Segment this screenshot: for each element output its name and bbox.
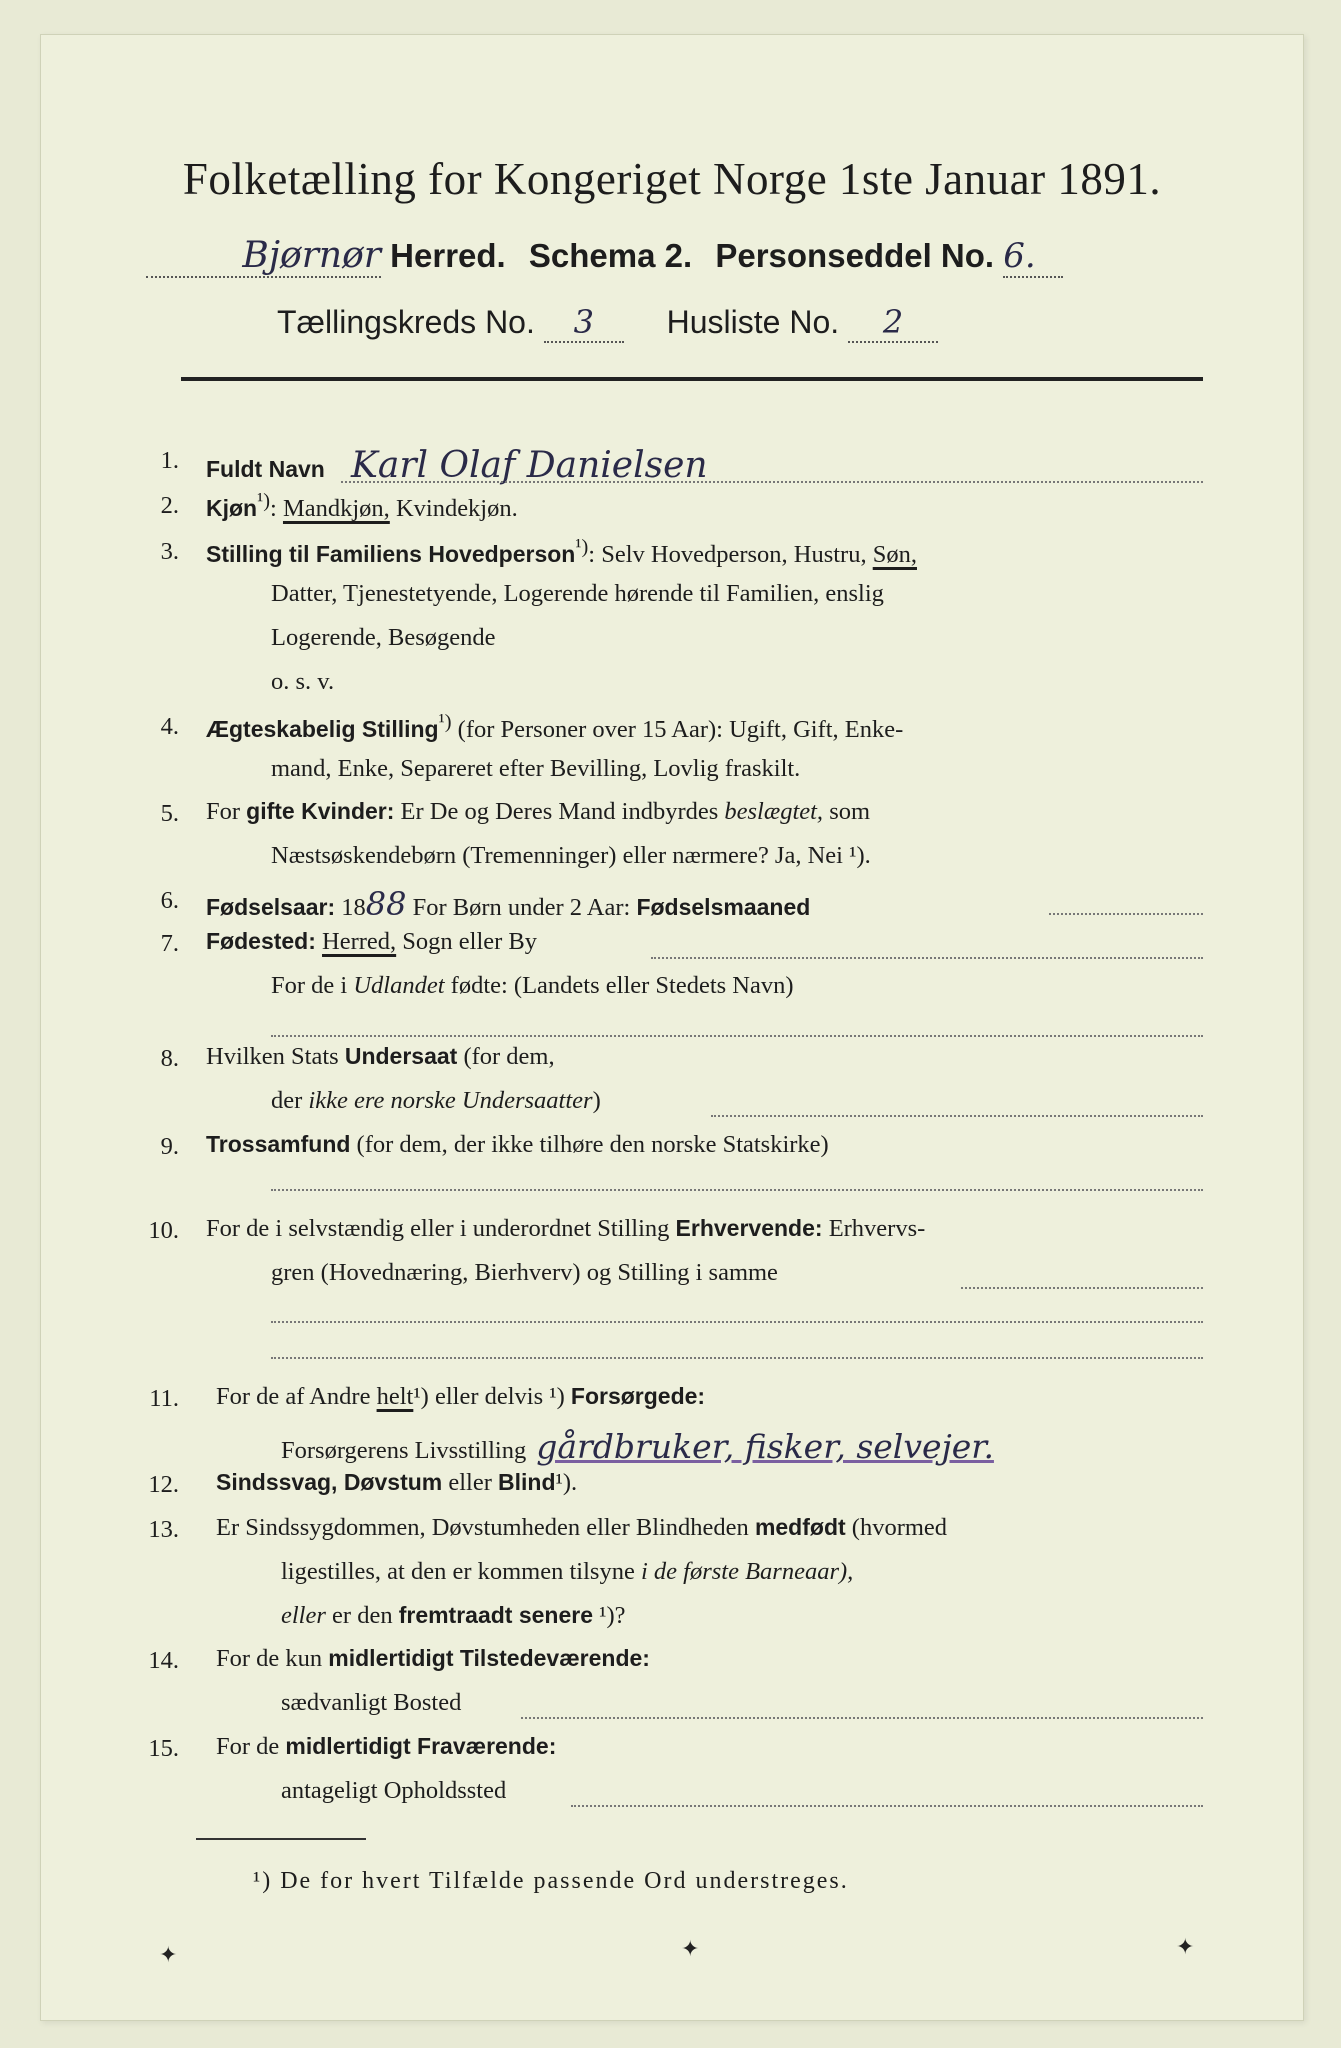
q12-row (216, 1469, 577, 1497)
q5-line-1 (206, 798, 870, 826)
q3-label: Stilling til Familiens Hovedperson (206, 541, 576, 568)
q3-option-son: Søn, (872, 541, 917, 569)
q2-option-kvindekjon: Kvindekjøn. (389, 495, 518, 523)
q7-dotted-line-1 (651, 957, 1203, 959)
q4-label: Ægteskabelig Stilling (206, 716, 439, 743)
q12-label-2: Blind (498, 1469, 556, 1495)
q15-dotted-line (571, 1805, 1203, 1807)
q13-text-d: i de første Barneaar), (640, 1558, 854, 1585)
q6-dotted-line (1049, 913, 1203, 915)
q6-value: 88 (365, 885, 407, 923)
q7-line-1 (206, 928, 537, 956)
q3-number: 3. (160, 538, 179, 565)
husliste-value: 2 (848, 303, 938, 343)
footnote: ¹) De for hvert Tilfælde passende Ord understreges. (253, 1868, 849, 1894)
q5-line-2: Næstsøskendebørn (Tremenninger) eller nærmere? Ja, Nei ¹). (271, 842, 871, 869)
q10-line-1 (206, 1215, 925, 1243)
q11-label: Forsørgede: (570, 1383, 706, 1409)
q7-text-a: For de i (271, 972, 354, 999)
q8-text-e: ) (592, 1087, 601, 1114)
q13-label: medfødt (754, 1514, 846, 1540)
q7-option-herred: Herred, (322, 928, 397, 955)
q8-line-1 (206, 1043, 555, 1071)
q10-line-2: gren (Hovednæring, Bierhverv) og Stilling i samme (271, 1259, 778, 1286)
herred-value: Bjørnør (146, 235, 381, 278)
q10-number: 10. (148, 1217, 179, 1244)
q1-row (206, 445, 708, 486)
q9-row (206, 1131, 829, 1159)
q13-text-c: ligestilles, at den er kommen tilsyne (281, 1558, 641, 1585)
q11-text-c: Forsørgerens Livsstilling (281, 1437, 527, 1464)
q4-line-2: mand, Enke, Separeret efter Bevilling, Lovlig fraskilt. (271, 755, 801, 782)
kreds-label: Tællingskreds No. (277, 304, 535, 340)
q5-text-c: som (823, 798, 871, 825)
kreds-value: 3 (544, 303, 624, 343)
q2-sup: ¹) (257, 490, 271, 512)
q3-line-1 (206, 536, 917, 569)
q11-value: gårdbruker, fisker, selvejer. (536, 1427, 994, 1466)
q7-line-2 (271, 972, 794, 1000)
q4-line-1 (206, 711, 903, 744)
q2-sep: : (270, 495, 283, 523)
q13-text-e: eller (281, 1602, 326, 1629)
q3-text-1: : Selv Hovedperson, Hustru, (588, 541, 873, 569)
q14-line-1 (216, 1645, 650, 1673)
q12-rest: eller (442, 1469, 499, 1496)
form-title: Folketælling for Kongeriget Norge 1ste Januar 1891. (182, 154, 1162, 204)
q8-label: Undersaat (344, 1043, 458, 1069)
q9-number: 9. (160, 1133, 179, 1160)
q11-text-a: For de af Andre (216, 1383, 377, 1410)
q6-prefix: 18 (335, 894, 366, 921)
herred-label: Herred. (390, 237, 506, 274)
q14-number: 14. (148, 1647, 179, 1674)
q10-text-a: For de i selvstændig eller i underordnet Stilling (206, 1215, 676, 1242)
q13-text-b: (hvormed (845, 1514, 948, 1541)
q1-number: 1. (160, 447, 179, 474)
q8-dotted-line (711, 1115, 1203, 1117)
q3-line-2: Datter, Tjenestetyende, Logerende hørende til Familien, enslig (271, 580, 884, 607)
q13-number: 13. (148, 1516, 179, 1543)
q10-dotted-line-2 (271, 1321, 1203, 1323)
header-rule (181, 377, 1203, 381)
q13-label-2: fremtraadt senere (398, 1602, 594, 1628)
q4-text-1: (for Personer over 15 Aar): Ugift, Gift, Enke- (451, 716, 904, 744)
q6-mid: For Børn under 2 Aar: (406, 894, 637, 921)
q2-row (206, 490, 518, 523)
q6-label-2: Fødselsmaaned (636, 894, 811, 920)
q13-text-a: Er Sindssygdommen, Døvstumheden eller Blindheden (216, 1514, 755, 1541)
q14-pre: For de kun (216, 1645, 329, 1672)
q7-label: Fødested: (206, 928, 316, 954)
q7-rest: Sogn eller By (396, 928, 538, 955)
q15-label: midlertidigt Fraværende: (285, 1733, 557, 1759)
q13-line-3 (281, 1602, 626, 1630)
q8-number: 8. (160, 1045, 179, 1072)
personseddel-label: Personseddel No. (715, 237, 995, 274)
q5-number: 5. (160, 800, 179, 827)
q11-line-2 (281, 1427, 994, 1466)
q9-rest: (for dem, der ikke tilhøre den norske Statskirke) (350, 1131, 829, 1158)
q4-sup: ¹) (438, 711, 452, 733)
q11-number: 11. (149, 1385, 179, 1412)
q7-number: 7. (160, 930, 179, 957)
q10-text-b: Erhvervs- (822, 1215, 926, 1242)
header-line-1 (146, 235, 1063, 278)
q5-text-a: Er De og Deres Mand indbyrdes (394, 798, 725, 825)
q2-label: Kjøn (206, 495, 258, 522)
q13-text-f: er den (325, 1602, 399, 1629)
q11-line-1 (216, 1383, 705, 1411)
q10-dotted-line-3 (271, 1357, 1203, 1359)
q8-line-2 (271, 1087, 601, 1115)
q9-label: Trossamfund (206, 1131, 351, 1157)
registration-mark-center-icon: ✦ (681, 1937, 700, 1962)
q15-number: 15. (148, 1735, 179, 1762)
q14-label: midlertidigt Tilstedeværende: (328, 1645, 650, 1671)
q10-dotted-line-1 (961, 1287, 1203, 1289)
footnote-rule (196, 1838, 366, 1840)
q13-line-1 (216, 1514, 947, 1542)
q7-text-c: fødte: (Landets eller Stedets Navn) (444, 972, 794, 999)
q1-value: Karl Olaf Danielsen (350, 445, 708, 486)
q3-sup: ¹) (575, 536, 589, 558)
personseddel-value: 6. (1003, 236, 1063, 278)
q9-dotted-line (271, 1189, 1203, 1191)
q15-pre: For de (216, 1733, 286, 1760)
census-form-page (40, 34, 1304, 2021)
q12-label: Sindssvag, Døvstum (216, 1469, 443, 1495)
husliste-label: Husliste No. (666, 304, 840, 340)
q13-text-g: ¹)? (593, 1602, 626, 1629)
q5-text-b: beslægtet, (724, 798, 824, 825)
schema-label: Schema 2. (528, 237, 693, 274)
q1-label: Fuldt Navn (206, 456, 325, 482)
q11-option-helt: helt (376, 1383, 414, 1410)
q15-line-1 (216, 1733, 556, 1761)
q12-tail: ¹). (555, 1469, 578, 1496)
q6-number: 6. (160, 887, 179, 914)
q12-number: 12. (148, 1471, 179, 1498)
q2-number: 2. (160, 492, 179, 519)
q1-dotted-line (341, 481, 1203, 483)
q8-text-b: (for dem, (457, 1043, 555, 1070)
q13-line-2 (281, 1558, 853, 1586)
q7-text-b: Udlandet (353, 972, 445, 999)
q6-row (206, 885, 810, 923)
q10-label: Erhvervende: (675, 1215, 823, 1241)
registration-mark-right-icon: ✦ (1176, 1935, 1195, 1960)
q5-label: gifte Kvinder: (246, 798, 395, 824)
q14-dotted-line (521, 1717, 1203, 1719)
q3-line-4: o. s. v. (271, 668, 335, 695)
q7-dotted-line-2 (271, 1035, 1203, 1037)
q8-text-d: ikke ere norske Undersaatter (308, 1087, 593, 1114)
q4-number: 4. (160, 713, 179, 740)
q2-option-mandkjon: Mandkjøn, (282, 495, 390, 523)
q15-line-2: antageligt Opholdssted (281, 1777, 507, 1804)
q5-pre: For (206, 798, 247, 825)
q6-label: Fødselsaar: (206, 894, 336, 920)
registration-mark-left-icon: ✦ (159, 1943, 178, 1968)
header-line-2 (277, 303, 938, 343)
q14-line-2: sædvanligt Bosted (281, 1689, 462, 1716)
q8-text-c: der (271, 1087, 309, 1114)
q11-text-b: ¹) eller delvis ¹) (413, 1383, 571, 1410)
q8-text-a: Hvilken Stats (206, 1043, 345, 1070)
q3-line-3: Logerende, Besøgende (271, 624, 496, 651)
